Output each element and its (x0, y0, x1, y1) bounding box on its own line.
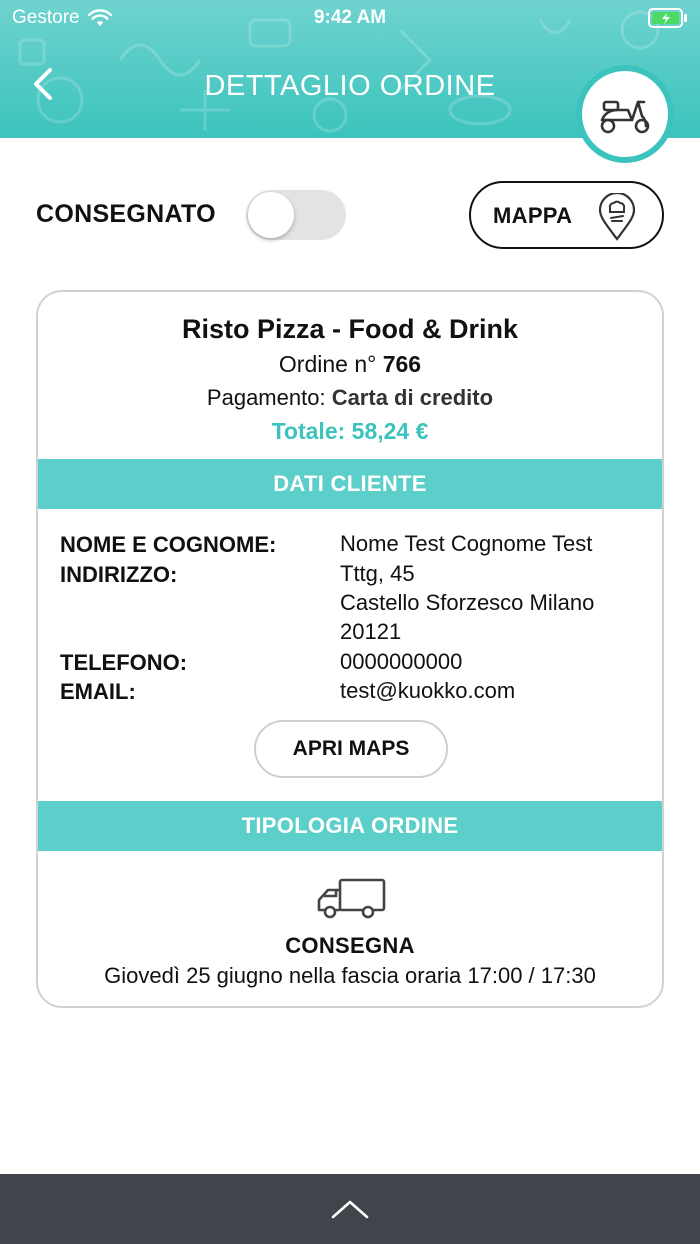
order-type-section-header: TIPOLOGIA ORDINE (38, 801, 662, 851)
delivery-truck-icon (316, 878, 386, 920)
customer-section-header: DATI CLIENTE (38, 459, 662, 509)
restaurant-name: Risto Pizza - Food & Drink (181, 314, 518, 344)
customer-phone-value[interactable]: 0000000000 (340, 649, 463, 674)
map-pin-chef-icon (597, 193, 637, 241)
order-number: 766 (382, 351, 422, 377)
order-total: Totale: 58,24 € (271, 418, 429, 444)
map-button[interactable] (469, 181, 664, 249)
page-title: DETTAGLIO ORDINE (204, 70, 496, 102)
customer-name-value: Nome Test Cognome Test (340, 531, 593, 556)
customer-phone-label: TELEFONO: (60, 650, 188, 675)
order-type-label: CONSEGNA (285, 933, 415, 958)
delivery-schedule: Giovedì 25 giugno nella fascia oraria 17:00 / 17:30 (104, 963, 596, 988)
bottom-drawer-handle[interactable] (0, 1174, 700, 1244)
customer-address-line-1: Tttg, 45 (340, 561, 415, 586)
order-card (36, 290, 664, 1008)
open-maps-button[interactable]: APRI MAPS (254, 720, 448, 778)
delivered-toggle[interactable] (246, 190, 346, 240)
customer-email-label: EMAIL: (60, 679, 136, 704)
payment-method: Carta di credito (331, 385, 494, 410)
toggle-knob (248, 192, 294, 238)
carrier-label: Gestore (12, 7, 80, 28)
delivered-label: CONSEGNATO (36, 200, 216, 228)
battery-icon (648, 8, 688, 34)
customer-address-label: INDIRIZZO: (60, 562, 178, 587)
chevron-up-icon (330, 1198, 370, 1220)
customer-email-value[interactable]: test@kuokko.com (340, 678, 516, 703)
payment-prefix: Pagamento: (206, 385, 326, 410)
customer-address-line-3: 20121 (340, 619, 402, 644)
order-number-prefix: Ordine n° (278, 351, 377, 377)
clock: 9:42 AM (313, 7, 387, 28)
customer-address-line-2: Castello Sforzesco Milano (340, 590, 595, 615)
scooter-icon (596, 92, 654, 136)
map-button-label: MAPPA (493, 203, 573, 228)
order-number-line (38, 351, 662, 378)
payment-line (38, 385, 662, 411)
status-bar (0, 0, 700, 40)
customer-name-label: NOME E COGNOME: (60, 532, 277, 557)
delivery-badge (576, 65, 674, 163)
